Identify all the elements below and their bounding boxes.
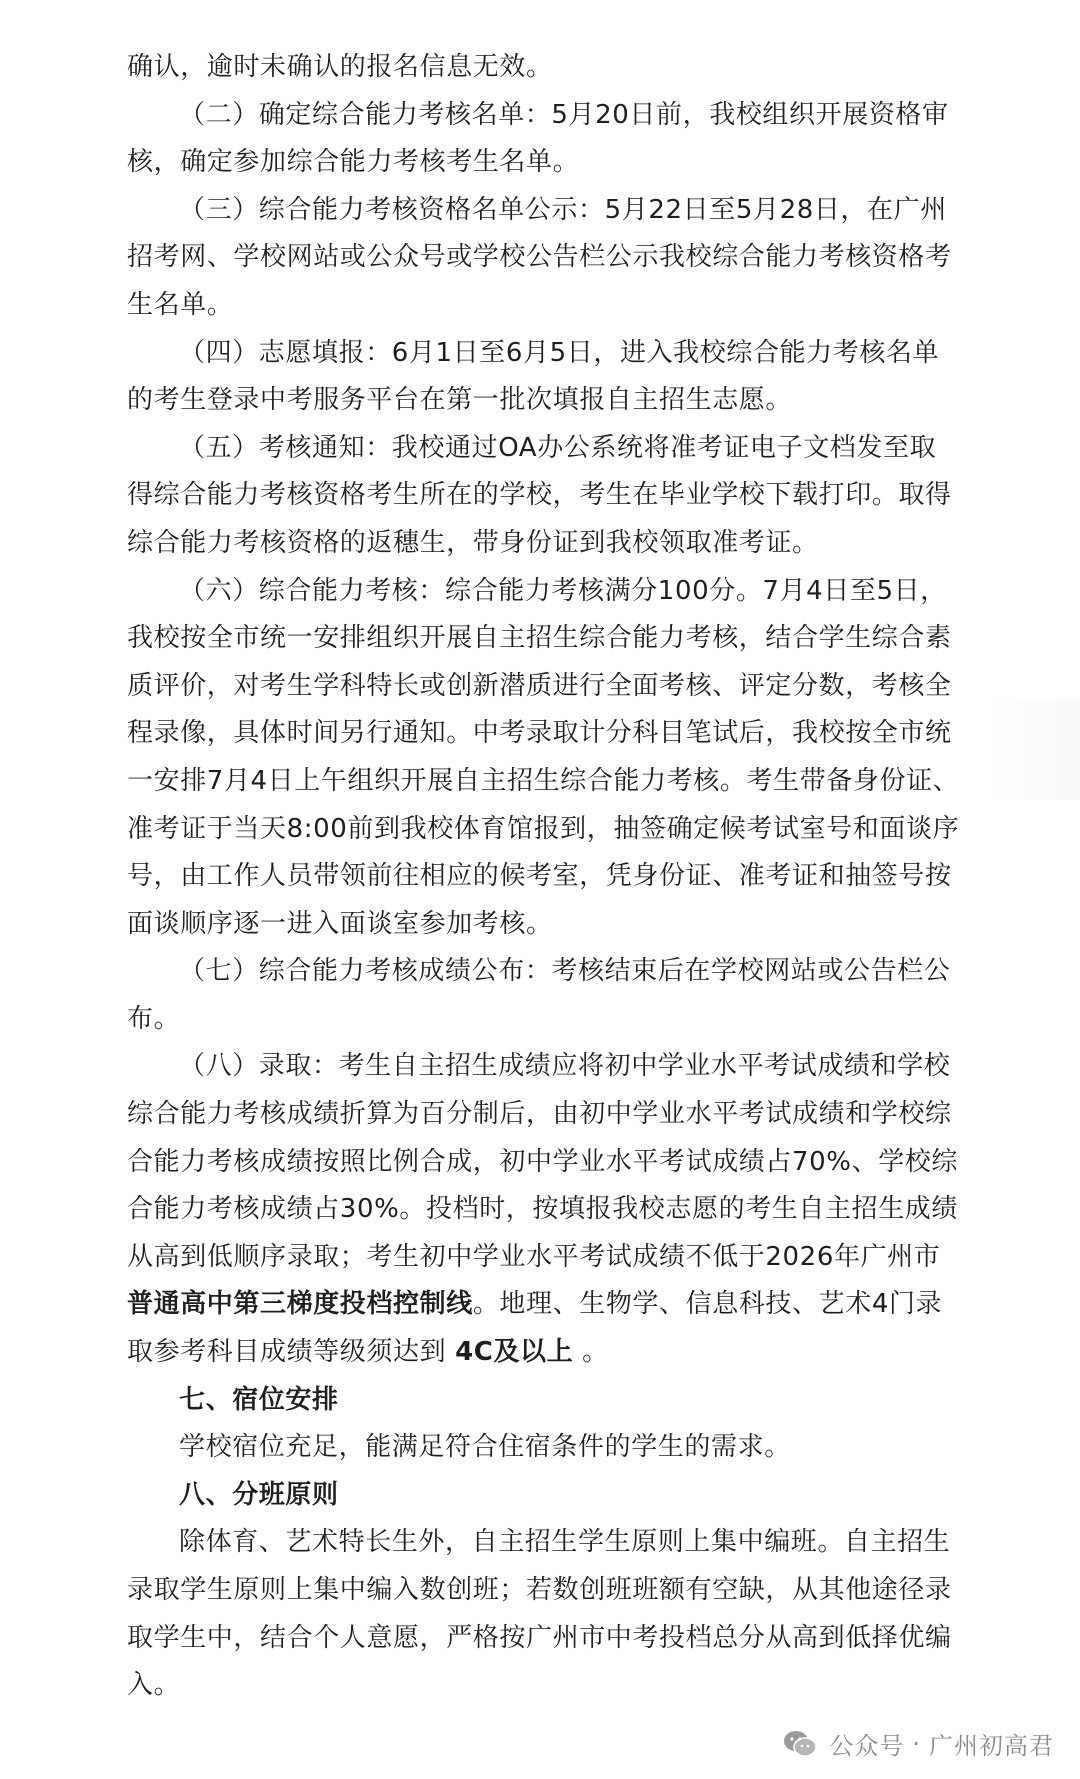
text-line xyxy=(127,710,957,758)
text-line xyxy=(127,1234,957,1282)
line-text: 确认，逾时未确认的报名信息无效。 xyxy=(127,52,553,82)
line-text: （六）综合能力考核：综合能力考核满分100分。7月4日至5日， xyxy=(179,575,947,606)
text-line xyxy=(127,1329,957,1377)
line-text: 学校宿位充足，能满足符合住宿条件的学生的需求。 xyxy=(179,1432,791,1463)
text-line xyxy=(127,1091,957,1139)
emphasis-text: 4C及以上 xyxy=(455,1337,574,1368)
line-text: 生名单。 xyxy=(127,289,234,320)
text-line xyxy=(127,1424,957,1472)
line-text: （五）考核通知：我校通过OA办公系统将准考证电子文档发至取 xyxy=(179,432,937,463)
line-text: 质评价，对考生学科特长或创新潜质进行全面考核、评定分数，考核全 xyxy=(127,670,952,701)
line-text: 。 xyxy=(573,1337,609,1368)
line-text: 录取学生原则上集中编入数创班；若数创班班额有空缺，从其他途径录 xyxy=(127,1575,952,1605)
text-line xyxy=(127,1043,957,1091)
text-line xyxy=(127,1615,957,1663)
line-text: 从高到低顺序录取；考生初中学业水平考试成绩不低于2026年广州市 xyxy=(127,1241,941,1272)
line-text: （三）综合能力考核资格名单公示：5月22日至5月28日，在广州 xyxy=(179,194,947,225)
section-heading xyxy=(127,1377,957,1425)
text-line xyxy=(127,1186,957,1234)
text-line xyxy=(127,139,957,187)
text-line xyxy=(127,1662,957,1710)
line-text: 招考网、学校网站或公众号或学校公告栏公示我校综合能力考核资格考 xyxy=(127,242,952,273)
line-text: 取学生中，结合个人意愿，严格按广州市中考投档总分从高到低择优编 xyxy=(127,1622,952,1653)
watermark xyxy=(783,1726,1054,1761)
line-text: 一安排7月4日上午组织开展自主招生综合能力考核。考生带备身份证、 xyxy=(127,765,960,796)
line-text: 准考证于当天8:00前到我校体育馆报到，抽签确定候考试室号和面谈序 xyxy=(127,813,960,844)
line-text: 取参考科目成绩等级须达到 xyxy=(127,1337,456,1368)
line-text: （七）综合能力考核成绩公布：考核结束后在学校网站或公告栏公 xyxy=(179,956,951,987)
edge-smudge xyxy=(990,700,1080,800)
emphasis-text: 普通高中第三梯度投档控制线 xyxy=(127,1289,473,1320)
line-text: 合能力考核成绩占30%。投档时，按填报我校志愿的考生自主招生成绩 xyxy=(127,1194,958,1225)
line-text: 面谈顺序逐一进入面谈室参加考核。 xyxy=(127,908,553,939)
line-text: 我校按全市统一安排组织开展自主招生综合能力考核，结合学生综合素 xyxy=(127,623,952,654)
line-text: 综合能力考核成绩折算为百分制后，由初中学业水平考试成绩和学校综 xyxy=(127,1099,952,1130)
text-line xyxy=(127,901,957,949)
text-line xyxy=(127,377,957,425)
line-text: 布。 xyxy=(127,1003,181,1034)
watermark-separator: · xyxy=(912,1729,921,1758)
text-line xyxy=(127,425,957,473)
watermark-label: 公众号 xyxy=(829,1732,905,1760)
text-line xyxy=(127,806,960,854)
text-line xyxy=(127,187,957,235)
line-text: 合能力考核成绩按照比例合成，初中学业水平考试成绩占70%、学校综 xyxy=(127,1146,958,1177)
text-line xyxy=(127,758,960,806)
line-text: 号，由工作人员带领前往相应的候考室，凭身份证、准考证和抽签号按 xyxy=(127,861,952,892)
text-line xyxy=(127,948,957,996)
wechat-icon xyxy=(783,1729,817,1759)
document-body xyxy=(127,44,960,1710)
text-line xyxy=(127,1139,957,1187)
text-line xyxy=(127,44,957,92)
line-text: 综合能力考核资格的返穗生，带身份证到我校领取准考证。 xyxy=(127,527,819,558)
line-text: 入。 xyxy=(127,1670,181,1701)
text-line xyxy=(127,853,957,901)
line-text: （二）确定综合能力考核名单：5月20日前，我校组织开展资格审 xyxy=(179,99,949,130)
text-line xyxy=(127,615,957,663)
line-text: 七、宿位安排 xyxy=(179,1384,339,1415)
text-line xyxy=(127,472,957,520)
text-line xyxy=(127,282,957,330)
line-text: 。地理、生物学、信息科技、艺术4门录 xyxy=(472,1289,943,1320)
text-line xyxy=(127,1519,957,1567)
text-line xyxy=(127,1567,957,1615)
watermark-account: 广州初高君 xyxy=(929,1732,1054,1760)
line-text: 核，确定参加综合能力考核考生名单。 xyxy=(127,147,580,178)
text-line xyxy=(127,330,957,378)
line-text: （四）志愿填报：6月1日至6月5日，进入我校综合能力考核名单 xyxy=(179,337,940,368)
text-line xyxy=(127,1281,957,1329)
text-line xyxy=(127,568,957,616)
text-line xyxy=(127,234,957,282)
line-text: 除体育、艺术特长生外，自主招生学生原则上集中编班。自主招生 xyxy=(179,1527,951,1558)
section-heading xyxy=(127,1472,957,1520)
text-line xyxy=(127,92,957,140)
line-text: 的考生登录中考服务平台在第一批次填报自主招生志愿。 xyxy=(127,385,793,416)
line-text: 得综合能力考核资格考生所在的学校，考生在毕业学校下载打印。取得 xyxy=(127,480,952,511)
line-text: 程录像，具体时间另行通知。中考录取计分科目笔试后，我校按全市统 xyxy=(127,718,952,749)
line-text: 八、分班原则 xyxy=(179,1479,339,1510)
text-line xyxy=(127,663,957,711)
line-text: （八）录取：考生自主招生成绩应将初中学业水平考试成绩和学校 xyxy=(179,1051,951,1082)
text-line xyxy=(127,520,957,568)
text-line xyxy=(127,996,957,1044)
